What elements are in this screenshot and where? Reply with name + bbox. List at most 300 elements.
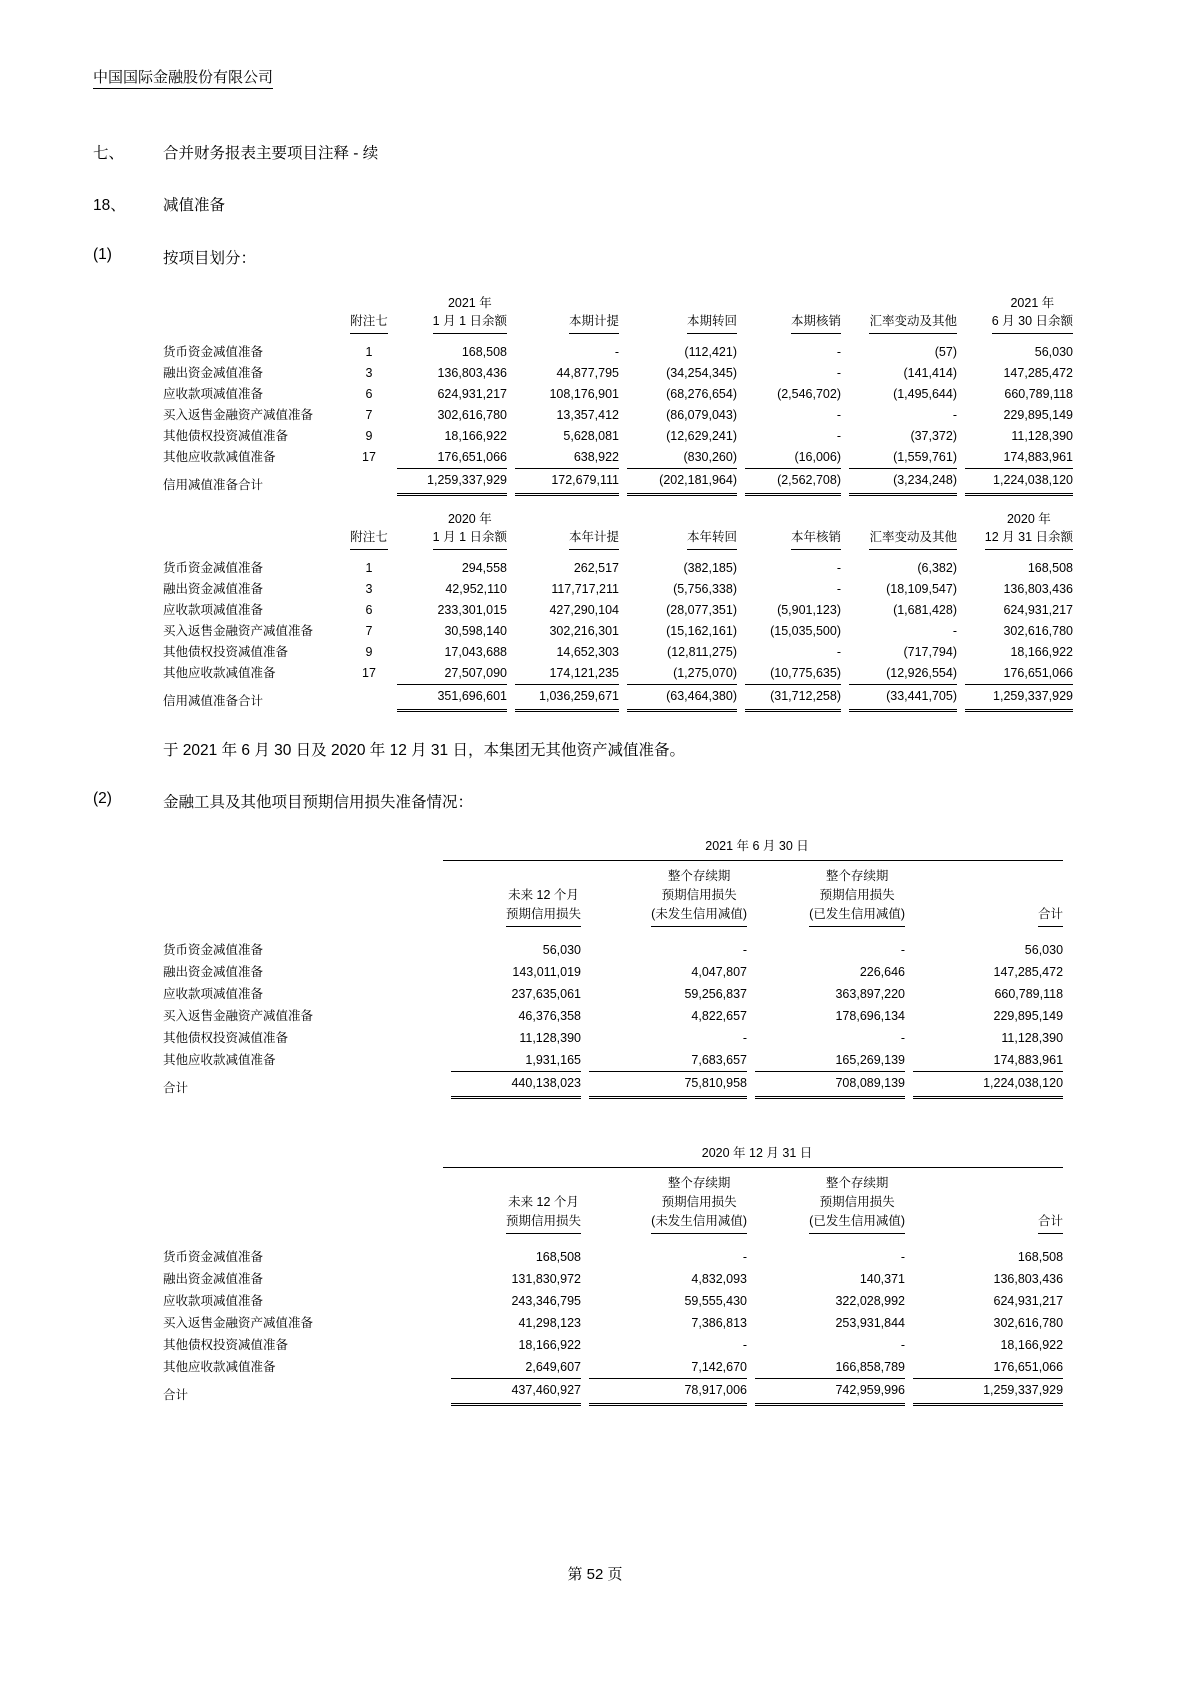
provision-by-item-table-2020 [163,510,1073,712]
row-label: 货币资金减值准备 [163,1250,264,1264]
column-header-lifetime-impaired [747,861,905,927]
cell-value: 624,931,217 [993,1294,1064,1308]
cell-value: 18,166,922 [518,1338,581,1352]
cell-value: 660,789,118 [1004,387,1073,401]
cell-value: 176,651,066 [437,450,507,464]
column-header-label: (未发生信用减值) [651,1212,747,1234]
company-name-text: 中国国际金融股份有限公司 [93,69,273,89]
provision-by-item-table-2021 [163,294,1073,496]
row-label: 融出资金减值准备 [163,366,264,380]
total-cell [905,1071,1063,1099]
column-header-note [341,510,389,550]
table-row [163,600,1073,621]
cell-value: 143,011,019 [512,965,581,979]
cell-value: 136,803,436 [437,366,507,380]
table-row [163,384,1073,405]
cell-value: - [836,366,841,380]
column-header-label: 合计 [1038,905,1063,927]
total-value: (2,562,708) [745,468,841,496]
total-value: 1,259,337,929 [913,1378,1063,1406]
row-label: 其他应收款减值准备 [163,450,276,464]
column-header-opening [389,510,507,550]
cell-value: 624,931,217 [437,387,507,401]
year-label: 2020 年 [447,512,492,526]
total-cell [905,1378,1063,1406]
note-ref: 7 [365,408,373,422]
total-cell [619,468,737,496]
total-cell [581,1071,747,1099]
column-header-label: 1 月 1 日余额 [433,312,507,334]
cell-value: 18,166,922 [1000,1338,1064,1352]
row-label: 融出资金减值准备 [163,1272,264,1286]
table-total-row [163,1071,1063,1099]
table-date-title: 2020 年 12 月 31 日 [443,1143,1063,1168]
column-header-label: 整个存续期 [667,1176,731,1190]
cell-value: 117,717,211 [551,582,619,596]
row-label: 融出资金减值准备 [163,582,264,596]
cell-value: 7,386,813 [691,1316,747,1330]
cell-value: 7,142,670 [691,1360,747,1374]
total-value: (202,181,964) [627,468,737,496]
cell-value: 302,616,780 [993,1316,1064,1330]
cell-value: 18,166,922 [1010,645,1073,659]
cell-value: - [836,582,841,596]
cell-value: 176,651,066 [993,1360,1064,1374]
column-header-closing [957,294,1073,334]
table-header-row [163,861,1063,927]
table-row [163,1356,1063,1378]
cell-value: (830,260) [683,450,737,464]
table-row [163,447,1073,468]
cell-value: 168,508 [1017,1250,1064,1264]
column-header-label: 整个存续期 [825,869,889,883]
cell-value: 42,952,110 [445,582,507,596]
column-header-charge [507,294,619,334]
row-label: 其他应收款减值准备 [163,666,276,680]
table-total-row [163,684,1073,712]
total-label: 信用减值准备合计 [163,478,264,492]
note-ref: 7 [365,624,373,638]
table-row [163,961,1063,983]
cell-value: (141,414) [903,366,957,380]
table-header-row [163,294,1073,334]
cell-value: 2,649,607 [525,1360,581,1374]
row-label: 货币资金减值准备 [163,561,264,575]
column-header-label: 本年核销 [791,528,841,550]
total-cell [507,468,619,496]
total-value: 742,959,996 [755,1378,905,1406]
table-row [163,642,1073,663]
note-ref: 1 [365,345,373,359]
cell-value: 41,298,123 [518,1316,581,1330]
column-header-charge [507,510,619,550]
note-ref: 9 [365,429,373,443]
subsection-2-heading [93,790,1100,812]
cell-value: (1,495,644) [893,387,957,401]
table-row [163,405,1073,426]
total-cell [737,684,841,712]
column-header-total [905,1168,1063,1234]
cell-value: 363,897,220 [835,987,905,1001]
cell-value: (5,901,123) [777,603,841,617]
row-label: 应收款项减值准备 [163,987,264,1001]
cell-value: 229,895,149 [1003,408,1073,422]
note-18-title: 减值准备 [163,197,226,214]
total-value: 75,810,958 [589,1071,747,1099]
row-label: 买入返售金融资产减值准备 [163,624,314,638]
cell-value: - [836,429,841,443]
total-value: 708,089,139 [755,1071,905,1099]
cell-value: 56,030 [1034,345,1073,359]
cell-value: 4,047,807 [691,965,747,979]
row-label: 货币资金减值准备 [163,943,264,957]
cell-value: - [952,408,957,422]
total-cell [619,684,737,712]
cell-value: 13,357,412 [556,408,619,422]
cell-value: 233,301,015 [437,603,507,617]
table-row [163,1234,1063,1268]
cell-value: (112,421) [684,345,737,359]
column-header-label: 合计 [1038,1212,1063,1234]
column-header-opening [389,294,507,334]
column-header-writeoff [737,294,841,334]
cell-value: 302,216,301 [549,624,619,638]
column-header-12m-ecl [443,1168,581,1234]
cell-value: 30,598,140 [444,624,507,638]
table-row [163,1027,1063,1049]
table-row [163,1049,1063,1071]
cell-value: (57) [934,345,957,359]
empty-header-cell [163,1168,443,1234]
cell-value: 624,931,217 [1003,603,1073,617]
column-header-label: (未发生信用减值) [651,905,747,927]
column-header-label: 12 月 31 日余额 [985,528,1073,550]
cell-value: - [742,1250,747,1264]
note-ref: 9 [365,645,373,659]
total-value: 78,917,006 [589,1378,747,1406]
cell-value: 4,822,657 [691,1009,747,1023]
cell-value: 174,883,961 [1003,450,1073,464]
cell-value: (15,162,161) [666,624,737,638]
cell-value: 1,931,165 [525,1053,581,1067]
cell-value: 108,176,901 [549,387,619,401]
total-cell [747,1378,905,1406]
row-label: 其他债权投资减值准备 [163,429,289,443]
row-label: 买入返售金融资产减值准备 [163,408,314,422]
subsection-2-number: (2) [93,790,112,807]
total-label: 信用减值准备合计 [163,694,264,708]
total-value: 1,224,038,120 [965,468,1073,496]
total-value: 1,036,259,671 [515,684,619,712]
cell-value: 44,877,795 [556,366,619,380]
table-row [163,1005,1063,1027]
column-header-label: 整个存续期 [825,1176,889,1190]
company-name [93,66,1100,87]
total-cell [389,684,507,712]
note-ref: 17 [362,450,376,464]
total-value: (3,234,248) [849,468,957,496]
cell-value: 59,555,430 [684,1294,747,1308]
cell-value: 229,895,149 [993,1009,1064,1023]
total-value: 351,696,601 [397,684,507,712]
column-header-label: 未来 12 个月 [508,888,579,902]
column-header-lifetime-not-impaired [581,861,747,927]
table-header-row [163,1168,1063,1234]
note-ref: 6 [365,603,373,617]
table-row [163,927,1063,961]
cell-value: - [952,624,957,638]
section-7-number: 七、 [93,145,125,162]
cell-value: 17,043,688 [444,645,507,659]
cell-value: (6,382) [917,561,957,575]
table-row [163,1290,1063,1312]
cell-value: (68,276,654) [666,387,737,401]
cell-value: 253,931,844 [835,1316,905,1330]
table-total-row [163,1378,1063,1406]
column-header-label: 本年转回 [687,528,737,550]
table-row [163,1312,1063,1334]
total-cell [747,1071,905,1099]
row-label: 货币资金减值准备 [163,345,264,359]
column-header-note [341,294,389,334]
empty-cell [163,836,443,861]
column-header-label: (已发生信用减值) [809,1212,905,1234]
column-header-label: 预期信用损失 [506,905,581,927]
cell-value: - [900,1338,905,1352]
empty-header-cell [163,861,443,927]
total-cell [841,468,957,496]
column-header-label: 本年计提 [569,528,619,550]
column-header-total [905,861,1063,927]
row-label: 应收款项减值准备 [163,387,264,401]
cell-value: (34,254,345) [666,366,737,380]
total-value: 172,679,111 [515,468,619,496]
row-label: 融出资金减值准备 [163,965,264,979]
cell-value: 168,508 [461,345,507,359]
cell-value: (16,006) [794,450,841,464]
cell-value: (1,559,761) [893,450,957,464]
cell-value: 11,128,390 [1001,1031,1064,1045]
cell-value: 147,285,472 [993,965,1064,979]
cell-value: 165,269,139 [835,1053,905,1067]
table-row [163,579,1073,600]
column-header-label: 预期信用损失 [661,888,737,902]
cell-value: 56,030 [1024,943,1064,957]
row-label: 其他债权投资减值准备 [163,645,289,659]
cell-value: 176,651,066 [1003,666,1073,680]
cell-value: (2,546,702) [777,387,841,401]
column-header-label: 预期信用损失 [819,1195,895,1209]
table-row [163,363,1073,384]
table-title-row [163,1143,1063,1168]
column-header-lifetime-not-impaired [581,1168,747,1234]
cell-value: - [742,1031,747,1045]
cell-value: (1,681,428) [893,603,957,617]
column-header-fx [841,294,957,334]
total-value: 1,224,038,120 [913,1071,1063,1099]
empty-cell [341,684,389,712]
column-header-reversal [619,510,737,550]
column-header-label: 6 月 30 日余额 [992,312,1073,334]
subsection-1-number: (1) [93,246,112,263]
cell-value: 302,616,780 [1003,624,1073,638]
total-cell [957,684,1073,712]
note-ref: 3 [365,366,373,380]
cell-value: 136,803,436 [993,1272,1064,1286]
cell-value: (18,109,547) [886,582,957,596]
column-header-label: 本期核销 [791,312,841,334]
cell-value: 7,683,657 [691,1053,747,1067]
column-header-label: 未来 12 个月 [508,1195,579,1209]
cell-value: 262,517 [573,561,619,575]
cell-value: (12,629,241) [666,429,737,443]
column-header-label: 1 月 1 日余额 [433,528,507,550]
row-label: 买入返售金融资产减值准备 [163,1009,314,1023]
cell-value: 5,628,081 [563,429,619,443]
note-18-number: 18、 [93,197,126,214]
cell-value: 46,376,358 [518,1009,581,1023]
table-header-row [163,510,1073,550]
year-label: 2021 年 [1010,296,1055,310]
cell-value: 136,803,436 [1003,582,1073,596]
table-total-row [163,468,1073,496]
cell-value: 178,696,134 [835,1009,905,1023]
section-7-title: 合并财务报表主要项目注释 - 续 [163,145,379,162]
cell-value: - [742,1338,747,1352]
note-paragraph: 于 2021 年 6 月 30 日及 2020 年 12 月 31 日，本集团无其他资产减值准备。 [163,742,685,759]
cell-value: 11,128,390 [1011,429,1073,443]
empty-header-cell [163,294,341,334]
cell-value: 174,883,961 [993,1053,1064,1067]
row-label: 应收款项减值准备 [163,603,264,617]
subsection-2-title: 金融工具及其他项目预期信用损失准备情况： [163,794,474,811]
total-label: 合计 [163,1388,189,1402]
cell-value: 18,166,922 [444,429,507,443]
total-value: (31,712,258) [745,684,841,712]
cell-value: (86,079,043) [666,408,737,422]
page-number: 第 52 页 [567,1566,623,1583]
column-header-lifetime-impaired [747,1168,905,1234]
column-header-label: 本期转回 [687,312,737,334]
cell-value: - [836,345,841,359]
total-value: 440,138,023 [451,1071,581,1099]
cell-value: 11,128,390 [519,1031,581,1045]
table-row [163,663,1073,684]
column-header-label: 汇率变动及其他 [869,528,957,550]
cell-value: 168,508 [1027,561,1073,575]
column-header-writeoff [737,510,841,550]
year-label: 2021 年 [447,296,492,310]
row-label: 其他应收款减值准备 [163,1360,276,1374]
cell-value: 638,922 [573,450,619,464]
cell-value: 237,635,061 [511,987,581,1001]
total-cell [957,468,1073,496]
cell-value: - [836,561,841,575]
table-date-title: 2021 年 6 月 30 日 [443,836,1063,861]
cell-value: 4,832,093 [691,1272,747,1286]
cell-value: (12,926,554) [886,666,957,680]
section-7-heading [93,141,1100,163]
table-row [163,550,1073,579]
row-label: 应收款项减值准备 [163,1294,264,1308]
note-18-heading [93,193,1100,215]
row-label: 其他债权投资减值准备 [163,1338,289,1352]
total-value: (63,464,380) [627,684,737,712]
table-row [163,426,1073,447]
column-header-label: 汇率变动及其他 [869,312,957,334]
cell-value: (5,756,338) [673,582,737,596]
cell-value: 226,646 [859,965,905,979]
total-cell [737,468,841,496]
year-label: 2020 年 [1006,512,1051,526]
table-row [163,983,1063,1005]
total-cell [841,684,957,712]
cell-value: - [742,943,747,957]
cell-value: 174,121,235 [549,666,619,680]
cell-value: (717,794) [903,645,957,659]
column-header-label: 预期信用损失 [819,888,895,902]
ecl-table-2021-06-30 [163,836,1063,1099]
column-header-fx [841,510,957,550]
cell-value: (382,185) [683,561,737,575]
cell-value: 168,508 [535,1250,581,1264]
cell-value: - [900,1250,905,1264]
cell-value: - [900,1031,905,1045]
table-row [163,1334,1063,1356]
row-label: 其他应收款减值准备 [163,1053,276,1067]
column-header-closing [957,510,1073,550]
subsection-1-heading [93,246,1100,268]
total-cell [389,468,507,496]
cell-value: (1,275,070) [673,666,737,680]
ecl-table-2020-12-31 [163,1143,1063,1406]
cell-value: (37,372) [910,429,957,443]
note-ref: 17 [362,666,376,680]
total-value: 1,259,337,929 [397,468,507,496]
table-title-row [163,836,1063,861]
cell-value: - [614,345,619,359]
cell-value: - [900,943,905,957]
column-header-reversal [619,294,737,334]
cell-value: (10,775,635) [770,666,841,680]
subsection-1-title: 按项目划分： [163,250,257,267]
cell-value: 147,285,472 [1003,366,1073,380]
empty-header-cell [163,510,341,550]
cell-value: 302,616,780 [437,408,507,422]
note-ref: 1 [365,561,373,575]
cell-value: 131,830,972 [511,1272,581,1286]
cell-value: (12,811,275) [667,645,737,659]
row-label: 其他债权投资减值准备 [163,1031,289,1045]
column-header-label: 整个存续期 [667,869,731,883]
total-cell [443,1378,581,1406]
total-value: 437,460,927 [451,1378,581,1406]
empty-cell [341,468,389,496]
cell-value: 59,256,837 [684,987,747,1001]
column-header-label: 附注七 [350,528,388,550]
cell-value: 243,346,795 [511,1294,581,1308]
column-header-label: (已发生信用减值) [809,905,905,927]
total-cell [507,684,619,712]
cell-value: 427,290,104 [549,603,619,617]
total-cell [443,1071,581,1099]
cell-value: (15,035,500) [770,624,841,638]
total-cell [581,1378,747,1406]
total-value: 1,259,337,929 [965,684,1073,712]
cell-value: 294,558 [461,561,507,575]
total-label: 合计 [163,1081,189,1095]
cell-value: 140,371 [859,1272,905,1286]
